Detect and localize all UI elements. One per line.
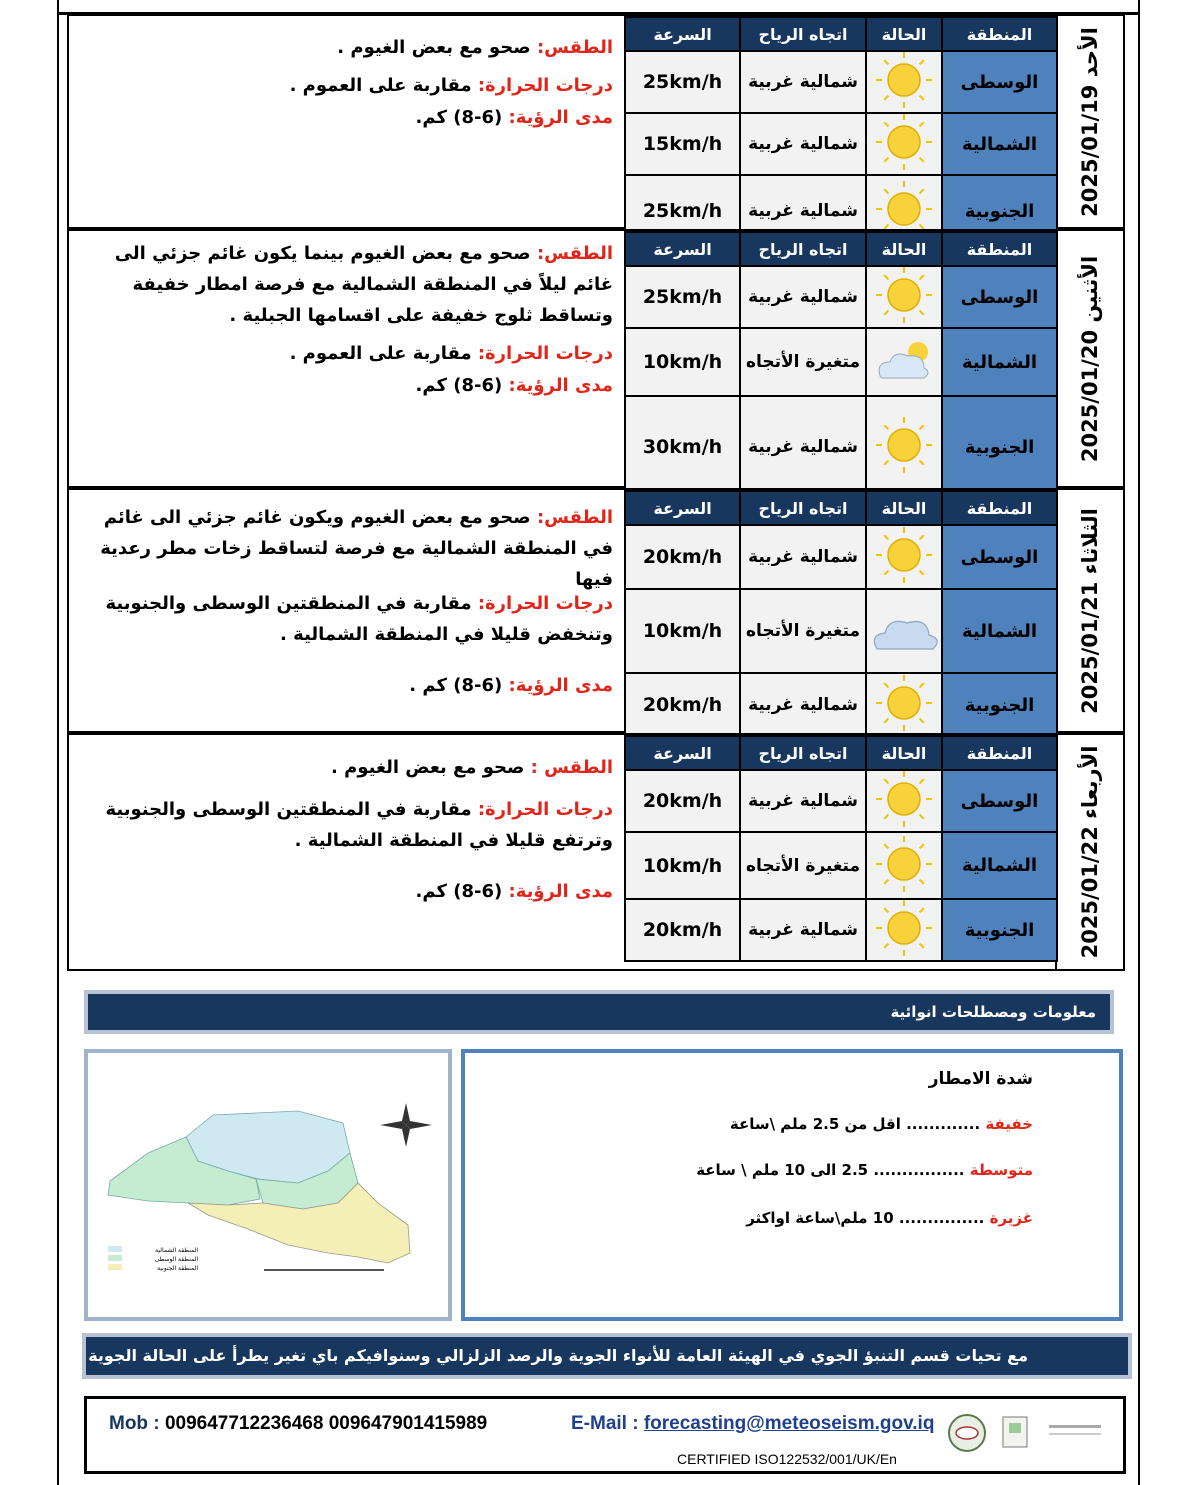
header-wind: اتجاه الرياح — [740, 736, 866, 770]
region-name: الشمالية — [942, 832, 1057, 899]
header-state: الحالة — [866, 17, 942, 51]
wind-direction: شمالية غربية — [740, 770, 866, 832]
table-row — [625, 113, 1057, 175]
day-date: الأحد 2025/01/19 — [1055, 16, 1123, 227]
wind-direction: شمالية غربية — [740, 673, 866, 737]
wind-speed: 30km/h — [625, 396, 740, 498]
partly-cloudy-icon — [866, 328, 942, 396]
forecast-table — [624, 16, 1058, 248]
wind-direction: شمالية غربية — [740, 899, 866, 961]
wind-speed: 20km/h — [625, 770, 740, 832]
sun-icon — [866, 770, 942, 832]
sun-icon — [866, 51, 942, 113]
day-date: الثلاثاء 2025/01/21 — [1055, 490, 1123, 731]
table-row — [625, 525, 1057, 589]
table-row — [625, 770, 1057, 832]
day-block — [67, 14, 1125, 229]
wind-direction: متغيرة الأتجاه — [740, 832, 866, 899]
wind-speed: 20km/h — [625, 525, 740, 589]
weather-text: الطقس: صحو مع بعض الغيوم . — [337, 37, 613, 58]
region-name: الشمالية — [942, 113, 1057, 175]
temperature-text: درجات الحرارة: مقاربة في المنطقتين الوسطى والجنوبية وتنخفض قليلا في المنطقة الشمالية . — [105, 593, 613, 645]
header-region: المنطقة — [942, 736, 1057, 770]
rain-heavy: غزيرة ............... 10 ملم\ساعة اواكثر — [746, 1209, 1033, 1227]
wind-speed: 15km/h — [625, 113, 740, 175]
header-wind: اتجاه الرياح — [740, 232, 866, 266]
wind-speed: 10km/h — [625, 328, 740, 396]
day-block — [67, 488, 1125, 733]
weather-text: الطقس: صحو مع بعض الغيوم بينما يكون غائم جزئي الى غائم ليلاً في المنطقة الشمالية مع فرصة امطار خفيفة وتساقط ثلوج خفيفة على اقسامها الجبلية . — [114, 243, 613, 326]
compass-rose-icon — [380, 1103, 432, 1147]
header-speed: السرعة — [625, 232, 740, 266]
header-speed: السرعة — [625, 17, 740, 51]
weather-text: الطقس : صحو مع بعض الغيوم . — [331, 757, 613, 778]
header-wind: اتجاه الرياح — [740, 17, 866, 51]
wind-speed: 20km/h — [625, 899, 740, 961]
wind-speed: 25km/h — [625, 175, 740, 247]
visibility-text: مدى الرؤية: (6-8) كم. — [415, 881, 613, 902]
rain-moderate: متوسطة ................ 2.5 الى 10 ملم \ ساعة — [696, 1161, 1033, 1179]
table-row — [625, 51, 1057, 113]
header-state: الحالة — [866, 232, 942, 266]
forecast-table — [624, 231, 1058, 499]
email-link[interactable]: forecasting@meteoseism.gov.iq — [643, 1413, 935, 1434]
wind-speed: 10km/h — [625, 589, 740, 673]
table-row — [625, 266, 1057, 328]
rain-intensity-box — [461, 1049, 1123, 1321]
map-legend-north: المنطقة الشمالية — [155, 1247, 198, 1254]
map-legend-south: المنطقة الجنوبية — [157, 1265, 198, 1272]
table-row — [625, 832, 1057, 899]
table-row — [625, 673, 1057, 737]
wind-direction: شمالية غربية — [740, 396, 866, 498]
sun-icon — [866, 525, 942, 589]
wind-speed: 20km/h — [625, 673, 740, 737]
visibility-text: مدى الرؤية: (6-8) كم . — [409, 675, 613, 696]
region-name: الوسطى — [942, 51, 1057, 113]
map-scale-bar — [264, 1269, 384, 1271]
header-wind: اتجاه الرياح — [740, 491, 866, 525]
header-state: الحالة — [866, 736, 942, 770]
region-name: الوسطى — [942, 770, 1057, 832]
wind-direction: متغيرة الأتجاه — [740, 589, 866, 673]
iso-certified: CERTIFIED ISO122532/001/UK/En — [677, 1451, 897, 1467]
accreditation-logo-icon — [1045, 1413, 1105, 1453]
table-row — [625, 899, 1057, 961]
sun-icon — [866, 899, 942, 961]
map-legend-central: المنطقة الوسطى — [154, 1256, 198, 1263]
header-speed: السرعة — [625, 736, 740, 770]
temperature-text: درجات الحرارة: مقاربة على العموم . — [289, 75, 613, 96]
forecast-table — [624, 490, 1058, 738]
wind-direction: متغيرة الأتجاه — [740, 328, 866, 396]
wind-speed: 10km/h — [625, 832, 740, 899]
cloudy-icon — [866, 589, 942, 673]
sun-icon — [866, 832, 942, 899]
day-date: الأربعاء 2025/01/22 — [1055, 735, 1123, 969]
day-block — [67, 733, 1125, 971]
header-speed: السرعة — [625, 491, 740, 525]
weather-text: الطقس: صحو مع بعض الغيوم ويكون غائم جزئي الى غائم في المنطقة الشمالية مع فرصة لتساقط زخات مطر رعدية فيها — [100, 507, 613, 590]
header-region: المنطقة — [942, 491, 1057, 525]
table-row — [625, 396, 1057, 498]
temperature-text: درجات الحرارة: مقاربة على العموم . — [289, 343, 613, 364]
sun-icon — [866, 266, 942, 328]
wind-direction: شمالية غربية — [740, 51, 866, 113]
greeting-bar: مع تحيات قسم التنبؤ الجوي في الهيئة العامة للأنواء الجوية والرصد الزلزالي وسنوافيكم باي تغير يطرأ على الحالة الجوية — [82, 1333, 1132, 1379]
wind-speed: 25km/h — [625, 51, 740, 113]
table-row — [625, 589, 1057, 673]
temperature-text: درجات الحرارة: مقاربة في المنطقتين الوسطى والجنوبية وترتفع قليلا في المنطقة الشمالية . — [105, 799, 613, 851]
rain-light: خفيفة ............. اقل من 2.5 ملم \ساعة — [729, 1115, 1033, 1133]
wind-speed: 25km/h — [625, 266, 740, 328]
sun-icon — [866, 396, 942, 498]
day-date: الأثنين 2025/01/20 — [1055, 231, 1123, 486]
region-name: الجنوبية — [942, 175, 1057, 247]
iraq-regions-map — [84, 1049, 452, 1321]
table-row — [625, 328, 1057, 396]
region-name: الشمالية — [942, 589, 1057, 673]
sun-icon — [866, 673, 942, 737]
forecast-table — [624, 735, 1058, 962]
region-name: الوسطى — [942, 525, 1057, 589]
wind-direction: شمالية غربية — [740, 175, 866, 247]
contact-box — [84, 1396, 1126, 1474]
header-region: المنطقة — [942, 17, 1057, 51]
sun-icon — [866, 113, 942, 175]
rain-title: شدة الامطار — [928, 1069, 1033, 1089]
header-region: المنطقة — [942, 232, 1057, 266]
mobile-numbers: Mob : 009647712236468 009647901415989 — [109, 1413, 488, 1434]
region-name: الشمالية — [942, 328, 1057, 396]
region-name: الجنوبية — [942, 899, 1057, 961]
email-contact: E-Mail : forecasting@meteoseism.gov.iq — [571, 1413, 935, 1434]
info-title-bar: معلومات ومصطلحات انوائية — [84, 990, 1114, 1034]
region-name: الجنوبية — [942, 396, 1057, 498]
visibility-text: مدى الرؤية: (6-8) كم. — [415, 107, 613, 128]
iso-badge-icon — [1001, 1413, 1029, 1453]
day-block — [67, 229, 1125, 488]
wind-direction: شمالية غربية — [740, 525, 866, 589]
wind-direction: شمالية غربية — [740, 266, 866, 328]
region-name: الوسطى — [942, 266, 1057, 328]
meteo-logo-icon — [945, 1413, 989, 1453]
wind-direction: شمالية غربية — [740, 113, 866, 175]
visibility-text: مدى الرؤية: (6-8) كم. — [415, 375, 613, 396]
region-name: الجنوبية — [942, 673, 1057, 737]
header-state: الحالة — [866, 491, 942, 525]
